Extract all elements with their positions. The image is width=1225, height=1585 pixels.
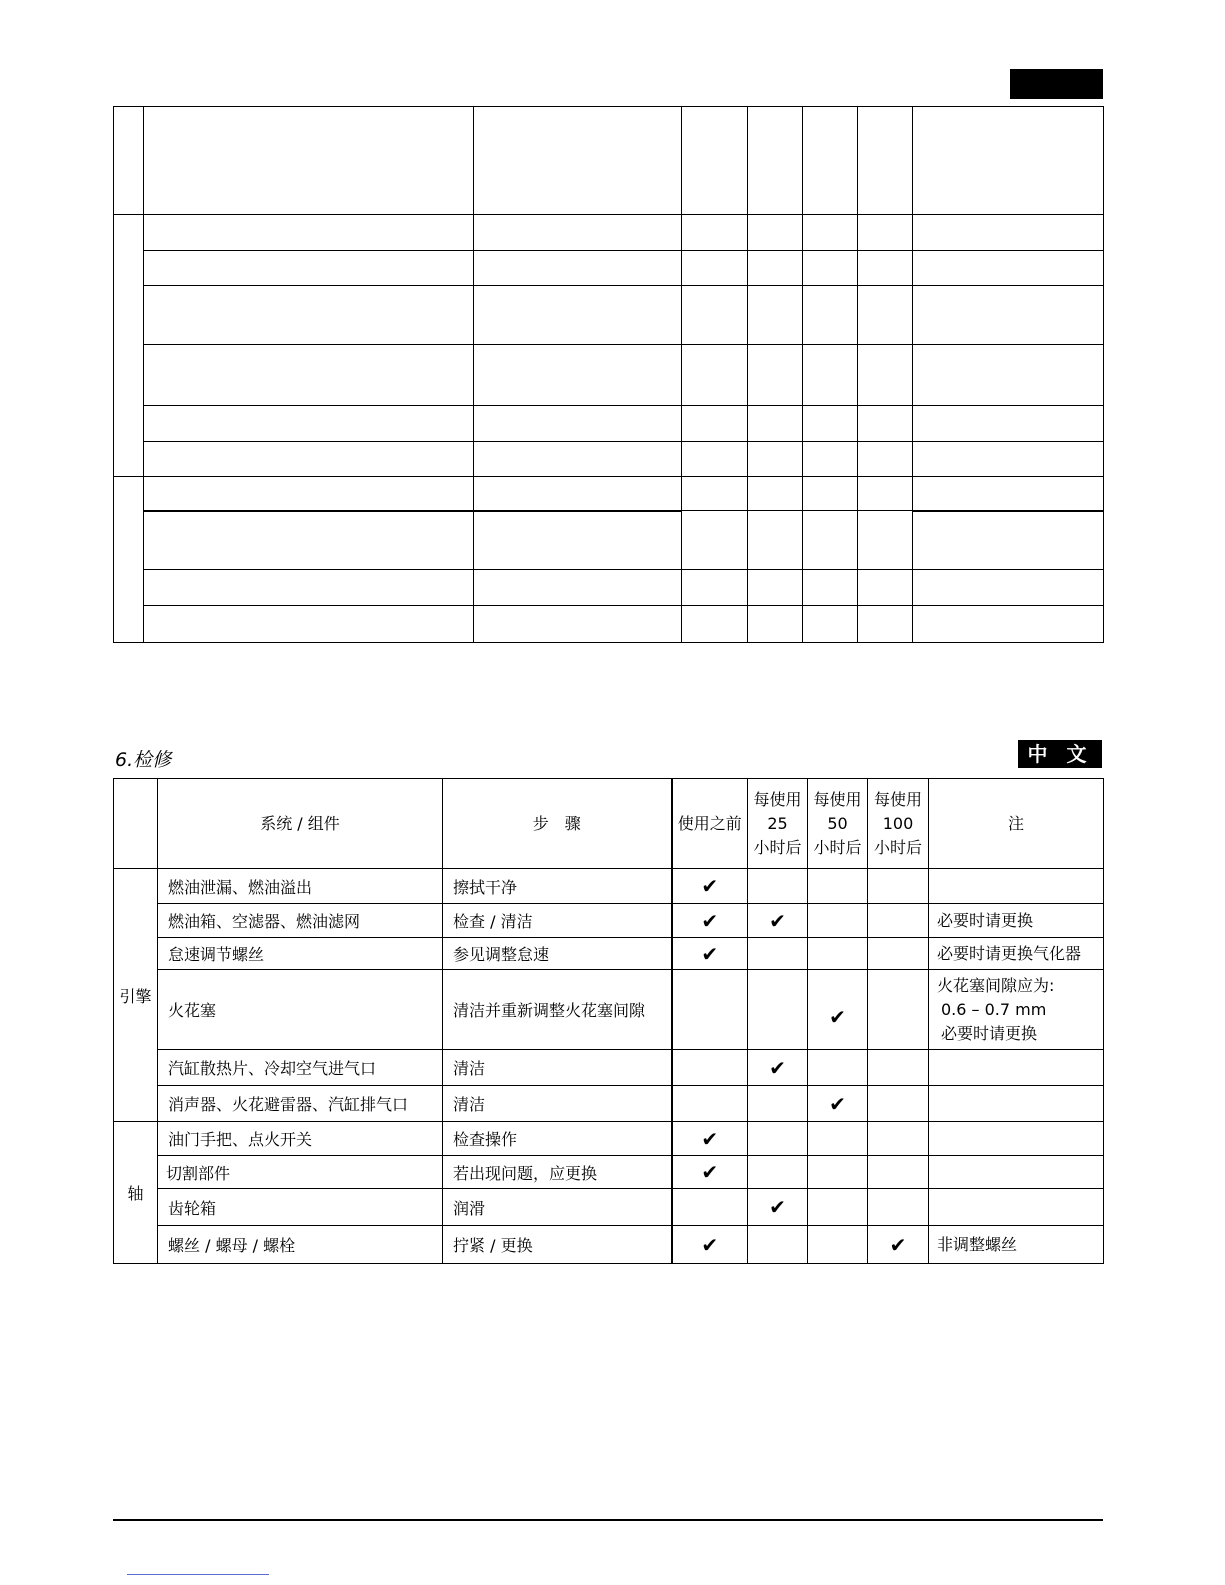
table-row [114, 970, 1104, 1050]
check-cell [868, 1226, 929, 1264]
check-cell [672, 1226, 748, 1264]
row-procedure: 拧紧 / 更换 [443, 1226, 672, 1264]
row-component: 燃油箱、空滤器、燃油滤网 [158, 904, 443, 938]
table-row [114, 1050, 1104, 1086]
check-cell [748, 1156, 808, 1189]
check-cell [748, 970, 808, 1050]
check-cell [672, 1189, 748, 1226]
row-procedure: 擦拭干净 [443, 869, 672, 904]
group-label-engine: 引擎 [114, 869, 158, 1122]
check-cell [808, 1086, 868, 1122]
check-cell [808, 1226, 868, 1264]
check-cell [868, 1189, 929, 1226]
row-component: 燃油泄漏、燃油溢出 [158, 869, 443, 904]
header-notes: 注 [929, 779, 1104, 869]
row-procedure: 检查 / 清洁 [443, 904, 672, 938]
group-label-shaft: 轴 [114, 1122, 158, 1264]
check-cell [748, 904, 808, 938]
check-mark-icon: ✔ [701, 908, 719, 933]
check-cell [672, 1156, 748, 1189]
check-mark-icon: ✔ [701, 1160, 719, 1184]
check-cell [868, 1156, 929, 1189]
check-cell [748, 1122, 808, 1156]
header-group-cell [114, 779, 158, 869]
header-every-50: 每使用 50 小时后 [808, 779, 868, 869]
check-cell [808, 1189, 868, 1226]
row-procedure: 参见调整怠速 [443, 938, 672, 970]
header-component: 系统 / 组件 [158, 779, 443, 869]
check-cell [748, 1086, 808, 1122]
check-mark-icon: ✔ [769, 1055, 786, 1080]
row-note: 必要时请更换气化器 [929, 938, 1104, 970]
check-cell [808, 938, 868, 970]
check-cell [672, 904, 748, 938]
check-cell [672, 970, 748, 1050]
row-component: 切割部件 [158, 1156, 443, 1189]
check-cell [868, 1122, 929, 1156]
check-cell [808, 869, 868, 904]
section-title: 6.检修 [115, 749, 172, 771]
row-note [929, 1156, 1104, 1189]
row-component: 消声器、火花避雷器、汽缸排气口 [158, 1086, 443, 1122]
row-note: 必要时请更换 [929, 904, 1104, 938]
check-cell [672, 938, 748, 970]
footer-rule [113, 1519, 1103, 1521]
blank-grid-header-row [114, 107, 1104, 215]
row-note [929, 869, 1104, 904]
table-row [114, 904, 1104, 938]
check-cell [868, 938, 929, 970]
check-cell [868, 904, 929, 938]
check-mark-icon: ✔ [701, 874, 719, 898]
check-cell [808, 1050, 868, 1086]
check-cell [808, 1156, 868, 1189]
row-note [929, 1050, 1104, 1086]
row-note-spark-plug: 火花塞间隙应为: 0.6 – 0.7 mm 必要时请更换 [929, 970, 1104, 1050]
row-component: 螺丝 / 螺母 / 螺栓 [158, 1226, 443, 1264]
header-before-use: 使用之前 [672, 779, 748, 869]
row-note [929, 1122, 1104, 1156]
check-cell [748, 938, 808, 970]
row-component: 怠速调节螺丝 [158, 938, 443, 970]
row-component: 齿轮箱 [158, 1189, 443, 1226]
row-note [929, 1189, 1104, 1226]
row-component: 火花塞 [158, 970, 443, 1050]
row-note: 非调整螺丝 [929, 1226, 1104, 1264]
table-row [114, 1156, 1104, 1189]
check-cell [672, 1050, 748, 1086]
check-cell [672, 1086, 748, 1122]
row-procedure: 清洁 [443, 1050, 672, 1086]
check-cell [868, 970, 929, 1050]
blank-grid-table [113, 106, 1104, 643]
header-every-100: 每使用 100 小时后 [868, 779, 929, 869]
check-cell [868, 1086, 929, 1122]
check-mark-icon: ✔ [769, 1195, 786, 1219]
check-cell [808, 904, 868, 938]
row-note [929, 1086, 1104, 1122]
table-row [114, 1086, 1104, 1122]
check-mark [672, 869, 748, 904]
check-mark-icon: ✔ [889, 1232, 907, 1257]
check-cell [748, 869, 808, 904]
table-row [114, 938, 1104, 970]
check-mark-icon: ✔ [701, 941, 719, 966]
row-procedure: 清洁 [443, 1086, 672, 1122]
table-row [114, 1122, 1104, 1156]
check-cell [748, 1189, 808, 1226]
row-procedure: 润滑 [443, 1189, 672, 1226]
row-procedure: 清洁并重新调整火花塞间隙 [443, 970, 672, 1050]
check-cell [808, 1122, 868, 1156]
footer-link-underline [127, 1574, 269, 1575]
header-every-25: 每使用 25 小时后 [748, 779, 808, 869]
language-badge: 中 文 [1018, 740, 1102, 768]
header-black-bar [1010, 69, 1103, 99]
check-cell [748, 1226, 808, 1264]
check-mark-icon: ✔ [829, 1004, 846, 1029]
check-cell [748, 1050, 808, 1086]
check-mark-icon: ✔ [701, 1126, 719, 1151]
row-component: 汽缸散热片、冷却空气进气口 [158, 1050, 443, 1086]
header-procedure: 步 骤 [443, 779, 672, 869]
table-row [114, 1189, 1104, 1226]
row-procedure: 若出现问题，应更换 [443, 1156, 672, 1189]
maintenance-table [113, 778, 1104, 1264]
table-row [114, 1226, 1104, 1264]
check-mark-icon: ✔ [701, 1232, 719, 1257]
check-cell [868, 1050, 929, 1086]
check-mark-icon: ✔ [769, 908, 786, 933]
check-mark-icon: ✔ [829, 1091, 846, 1116]
row-procedure: 检查操作 [443, 1122, 672, 1156]
check-cell [808, 970, 868, 1050]
check-cell [672, 1122, 748, 1156]
check-cell [868, 869, 929, 904]
table-header-row [114, 779, 1104, 869]
row-component: 油门手把、点火开关 [158, 1122, 443, 1156]
table-row [114, 869, 1104, 904]
